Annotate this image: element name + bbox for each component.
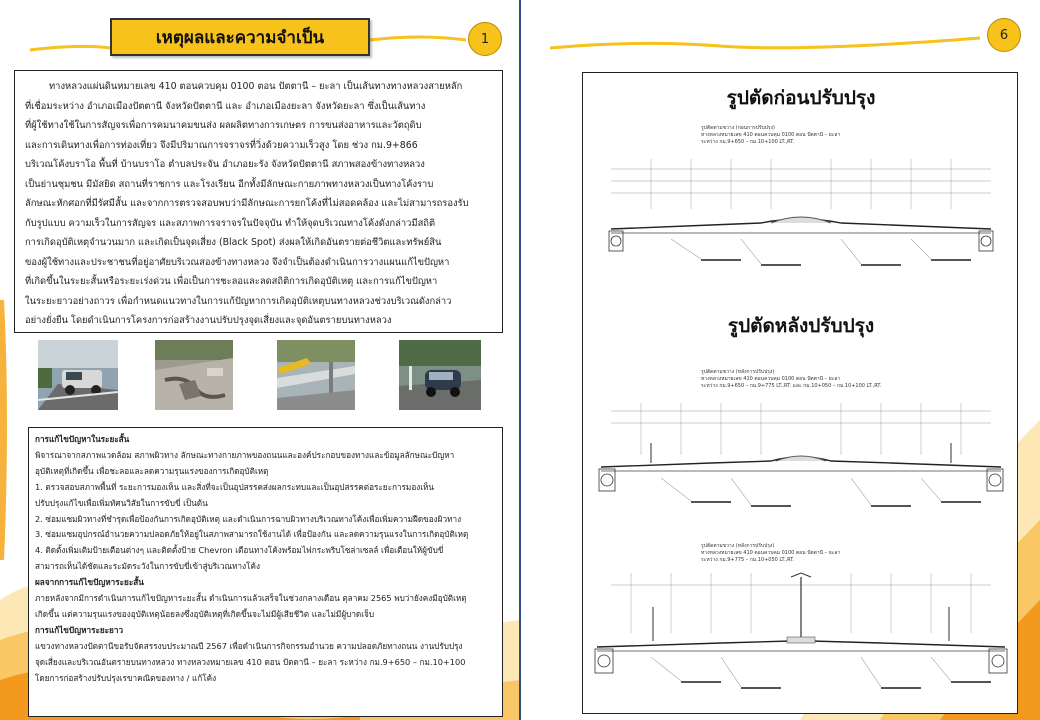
solutions-box [28, 427, 503, 717]
drawing-caption: ระหว่าง กม.9+775 – กม.10+050 LT.,RT. [701, 557, 795, 563]
intro-line: เป็นย่านชุมชน มีมัสยิด สถานที่ราชการ และโรงเรียน อีกทั้งมีลักษณะกายภาพทางหลวงเป็นทางโค้งราบ [25, 178, 434, 190]
short-term-line: อุบัติเหตุที่เกิดขึ้น เพื่อชะลอและลดความรุนแรงของการเกิดอุบัติเหตุ [35, 465, 269, 476]
long-term-line: โดยการก่อสร้างปรับปรุงเรขาคณิตของทาง / แก้โค้ง [35, 672, 217, 683]
short-term-line: 1. ตรวจสอบสภาพพื้นที่ ระยะการมองเห็น และสิ่งที่จะเป็นอุปสรรคส่งผลกระทบและเป็นอุปสรรคต่อระยะการมองเห็น [35, 481, 435, 492]
photo-crashed-pickup [38, 340, 118, 410]
result-line: เกิดขึ้น แต่ความรุนแรงของอุบัติเหตุน้อยลงซึ่งอุบัติเหตุที่เกิดขึ้นจะไม่มีผู้เสียชีวิต และไม่มีผู้บาดเจ็บ [35, 608, 375, 619]
before-section-title: รูปตัดก่อนปรับปรุง [726, 87, 876, 109]
drawing-caption: รูปตัดตามขวาง (ก่อนการปรับปรุง) [701, 125, 775, 131]
intro-line: บริเวณโค้งบราโอ พื้นที่ บ้านบราโอ ตำบลประจัน อำเภอยะรัง จังหวัดปัตตานี สภาพสองข้างทางหลวง [25, 159, 425, 170]
intro-line: ของผู้ใช้ทางและประชาชนที่อยู่อาศัยบริเวณสองข้างทางหลวง จึงจำเป็นต้องดำเนินการวางแผนแก้ไขปัญหา [25, 256, 450, 268]
short-term-heading: การแก้ไขปัญหาในระยะสั้น [35, 434, 130, 444]
before-cross-section-drawing [591, 119, 1011, 289]
after-cross-section-drawing-2 [591, 537, 1011, 709]
photo-broken-road-edge [155, 340, 233, 410]
drawing-caption: รูปตัดตามขวาง (หลังการปรับปรุง) [701, 369, 775, 375]
result-line: ภายหลังจากมีการดำเนินการแก้ไขปัญหาระยะสั้น ดำเนินการแล้วเสร็จในช่วงกลางเดือน ตุลาคม 2565 พบว่ายังคงมีอุบัติเหตุ [35, 593, 467, 604]
intro-line: การเกิดอุบัติเหตุจำนวนมาก และเกิดเป็นจุดเสี่ยง (Black Spot) ส่งผลให้เกิดอันตรายต่อชีวิตและทรัพย์สิน [25, 237, 442, 248]
page-number-badge: 6 [987, 18, 1021, 52]
drawing-caption: ระหว่าง กม.9+650 – กม.10+100 LT.,RT. [701, 139, 795, 145]
intro-line: ที่เกิดขึ้นในระยะสั้นหรือระยะเร่งด่วน เพื่อเป็นการชะลอและลดสถิติการเกิดอุบัติเหตุ และการแก้ไขปัญหา [25, 276, 438, 287]
intro-line: อย่างยั่งยืน โดยดำเนินการโครงการก่อสร้างงานปรับปรุงจุดเสี่ยงและจุดอันตรายบนทางหลวง [25, 315, 392, 326]
short-term-line: 4. ติดตั้งเพิ่มเติมป้ายเตือนต่างๆ และติดตั้งป้าย Chevron เตือนทางโค้งพร้อมไฟกระพริบโซล่าเซลล์ เพื่อเตือนให้ผู้ขับขี่ [35, 545, 444, 556]
short-term-line: 2. ซ่อมแซมผิวทางที่ชำรุดเพื่อป้องกันการเกิดอุบัติเหตุ และดำเนินการฉาบผิวทางบริเวณทางโค้งเพื่อเพิ่มความฝืดของผิวทาง [35, 513, 462, 524]
intro-line: ลักษณะหักศอกที่มีรัศมีสั้น และจากการตรวจสอบพบว่ามีลักษณะการยกโค้งที่ไม่สอดคล้อง และไม่สามารถรองรับ [25, 198, 469, 209]
intro-line: กับรูปแบบ ความเร็วในการสัญจร และสภาพการจราจรในปัจจุบัน ทำให้จุดบริเวณทางโค้งดังกล่าวมีสถิติ [25, 217, 436, 229]
drawing-caption: รูปตัดตามขวาง (หลังการปรับปรุง) [701, 543, 775, 549]
intro-line: ที่เชื่อมระหว่าง อำเภอเมืองปัตตานี จังหวัดปัตตานี และ อำเภอเมืองยะลา จังหวัดยะลา ซึ่งเป็นเส้นทาง [25, 100, 426, 112]
intro-line: ในระยะยาวอย่างถาวร เพื่อกำหนดแนวทางในการแก้ปัญหาการเกิดอุบัติเหตุบนทางหลวงช่วงบริเวณดังกล่าว [25, 295, 452, 307]
short-term-line: สามารถเห็นได้ชัดและระมัดระวังในการขับขี่เข้าสู่บริเวณทางโค้ง [35, 561, 261, 572]
short-term-line: 3. ซ่อมแซมอุปกรณ์อำนวยความปลอดภัยให้อยู่ในสภาพสามารถใช้งานได้ เพื่อป้องกัน และลดความรุนแรงในการเกิดอุบัติเหตุ [35, 529, 469, 540]
intro-line: ที่ผู้ใช้ทางใช้ในการสัญจรเพื่อการคมนาคมขนส่ง ผลผลิตทางการเกษตร การขนส่งอาหารและวัตถุดิบ [25, 120, 422, 131]
after-cross-section-drawing-1 [591, 363, 1011, 533]
short-term-line: พิจารณาจากสภาพแวดล้อม สภาพผิวทาง ลักษณะทางกายภาพของถนนและองค์ประกอบของทางและข้อมูลลักษณะปัญหา [35, 449, 455, 460]
cross-section-frame [582, 72, 1018, 714]
long-term-heading: การแก้ไขปัญหาระยะยาว [35, 624, 124, 635]
after-section-title: รูปตัดหลังปรับปรุง [727, 315, 875, 337]
long-term-line: แขวงทางหลวงปัตตานีขอรับจัดสรรงบประมาณปี 2567 เพื่อดำเนินการกิจกรรมอำนวย ความปลอดภัยทางถนน งานปรับปรุง [35, 640, 463, 651]
intro-text-box [14, 70, 503, 333]
right-page [520, 0, 1040, 720]
photo-damaged-guardrail [277, 340, 355, 410]
drawing-caption: ทางหลวงหมายเลข 410 ตอนควบคุม 0100 ตอน ปัตตานี – ยะลา [701, 376, 841, 382]
result-heading: ผลจากการแก้ไขปัญหาระยะสั้น [35, 577, 144, 588]
accident-photos [38, 340, 498, 420]
page-number-badge: 1 [468, 22, 502, 56]
intro-line: ทางหลวงแผ่นดินหมายเลข 410 ตอนควบคุม 0100 ตอน ปัตตานี – ยะลา เป็นเส้นทางทางหลวงสายหลัก [49, 81, 463, 92]
drawing-caption: ระหว่าง กม.9+650 – กม.9+775 LT.,RT. และ กม.10+050 – กม.10+100 LT.,RT. [701, 383, 882, 389]
short-term-line: ปรับปรุงแก้ไขเพื่อเพิ่มทัศนวิสัยในการขับขี่ เป็นต้น [35, 497, 208, 508]
drawing-caption: ทางหลวงหมายเลข 410 ตอนควบคุม 0100 ตอน ปัตตานี – ยะลา [701, 550, 841, 556]
photo-crashed-car [399, 340, 481, 410]
long-term-line: จุดเสี่ยงและบริเวณอันตรายบนทางหลวง ทางหลวงหมายเลข 410 ตอน ปัตตานี – ยะลา ระหว่าง กม.9+650 – กม.10+100 [35, 656, 466, 667]
page-title: เหตุผลและความจำเป็น [110, 18, 370, 56]
drawing-caption: ทางหลวงหมายเลข 410 ตอนควบคุม 0100 ตอน ปัตตานี – ยะลา [701, 132, 841, 138]
intro-line: และการเดินทางเพื่อการท่องเที่ยว จึงมีปริมาณการจราจรที่วิ่งด้วยความเร็วสูง โดย ช่วง กม.9+866 [25, 139, 418, 151]
